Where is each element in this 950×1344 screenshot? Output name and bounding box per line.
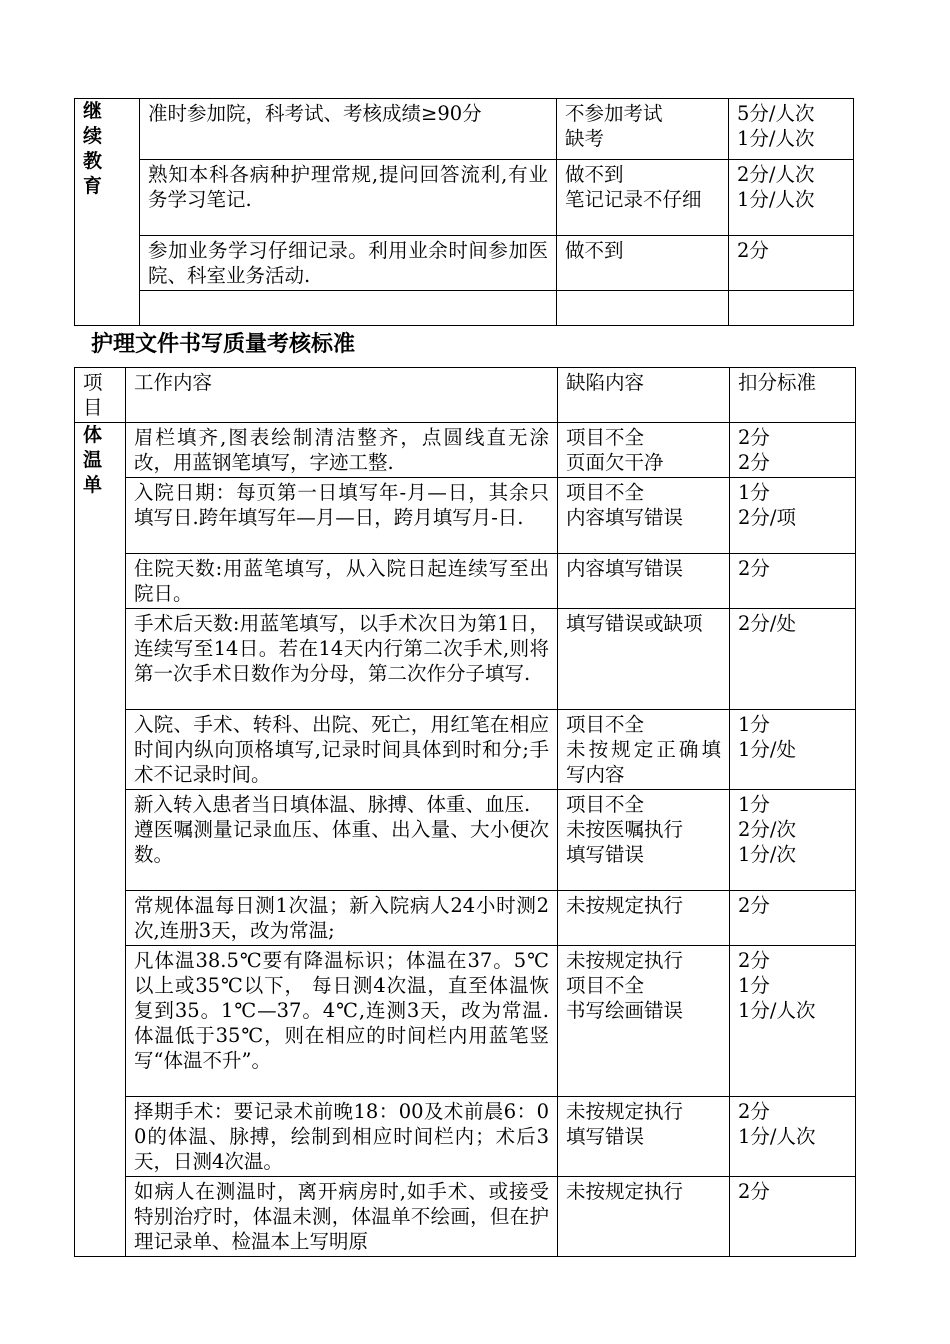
defect-cell: 项目不全 未按医嘱执行 填写错误 (558, 790, 730, 891)
deduction-cell: 5分/人次 1分/人次 (729, 99, 854, 160)
content-cell: 如病人在测温时，离开病房时,如手术、或接受特别治疗时，体温未测，体温单不绘画，但在护理记录单、检温本上写明原 (126, 1177, 558, 1257)
content-cell: 眉栏填齐,图表绘制清洁整齐，点圆线直无涂改，用蓝钢笔填写，字迹工整. (126, 423, 558, 478)
defect-cell: 项目不全 页面欠干净 (558, 423, 730, 478)
content-cell: 参加业务学习仔细记录。利用业余时间参加医院、科室业务活动. (140, 236, 557, 291)
table-row (75, 891, 856, 946)
table-row (75, 790, 856, 891)
continuing-education-table (74, 98, 854, 326)
defect-cell: 做不到 (557, 236, 729, 291)
table-row (75, 99, 854, 160)
defect-cell: 内容填写错误 (558, 554, 730, 609)
content-cell: 熟知本科各病种护理常规,提问回答流利,有业务学习笔记. (140, 160, 557, 236)
defect-cell: 项目不全 未按规定正确填写内容 (558, 710, 730, 790)
table-row (75, 478, 856, 554)
table-row (75, 554, 856, 609)
content-cell: 入院日期：每页第一日填写年-月—日，其余只填写日.跨年填写年—月—日，跨月填写月-日. (126, 478, 558, 554)
section-title: 护理文件书写质量考核标准 (91, 332, 356, 357)
table-row (75, 1177, 856, 1257)
defect-cell: 不参加考试 缺考 (557, 99, 729, 160)
temperature-chart-standards-table (74, 367, 856, 1257)
header-item: 项 目 (75, 368, 126, 423)
table-row (75, 609, 856, 710)
defect-cell: 填写错误或缺项 (558, 609, 730, 710)
content-cell: 入院、手术、转科、出院、死亡，用红笔在相应时间内纵向顶格填写,记录时间具体到时和分;手术不记录时间。 (126, 710, 558, 790)
defect-cell: 未按规定执行 项目不全 书写绘画错误 (558, 946, 730, 1097)
deduction-cell: 2分 (730, 1177, 856, 1257)
table-row (75, 423, 856, 478)
deduction-cell: 2分 (729, 236, 854, 291)
table-row (75, 236, 854, 291)
content-cell: 新入转入患者当日填体温、脉搏、体重、血压. 遵医嘱测量记录血压、体重、出入量、大小便次数。 (126, 790, 558, 891)
table-row (75, 946, 856, 1097)
deduction-cell: 2分 (730, 891, 856, 946)
content-cell: 常规体温每日测1次温；新入院病人24小时测2次,连册3天，改为常温; (126, 891, 558, 946)
table-row (75, 710, 856, 790)
defect-cell: 做不到 笔记记录不仔细 (557, 160, 729, 236)
deduction-cell: 2分 1分 1分/人次 (730, 946, 856, 1097)
deduction-cell: 2分 1分/人次 (730, 1097, 856, 1177)
content-cell: 住院天数:用蓝笔填写，从入院日起连续写至出院日。 (126, 554, 558, 609)
deduction-cell: 1分 1分/处 (730, 710, 856, 790)
content-cell: 手术后天数:用蓝笔填写，以手术次日为第1日，连续写至14日。若在14天内行第二次手术,则将第一次手术日数作为分母，第二次作分子填写. (126, 609, 558, 710)
defect-cell: 项目不全 内容填写错误 (558, 478, 730, 554)
defect-cell: 未按规定执行 (558, 1177, 730, 1257)
deduction-cell: 1分 2分/次 1分/次 (730, 790, 856, 891)
header-defect: 缺陷内容 (558, 368, 730, 423)
category-cell: 继 续 教 育 (75, 99, 140, 326)
deduction-cell: 2分 (730, 554, 856, 609)
table-row (75, 160, 854, 236)
defect-cell: 未按规定执行 (558, 891, 730, 946)
deduction-cell: 1分 2分/项 (730, 478, 856, 554)
header-content: 工作内容 (126, 368, 558, 423)
deduction-cell: 2分/处 (730, 609, 856, 710)
deduction-cell: 2分/人次 1分/人次 (729, 160, 854, 236)
deduction-cell: 2分 2分 (730, 423, 856, 478)
content-cell (140, 291, 557, 326)
table-row (75, 1097, 856, 1177)
content-cell: 凡体温38.5℃要有降温标识；体温在37。5℃以上或35℃以下， 每日测4次温，直至体温恢复到35。1℃—37。4℃,连测3天，改为常温.体温低于35℃，则在相应的时间栏内用蓝笔竖写“体温不升”。 (126, 946, 558, 1097)
header-deduction: 扣分标准 (730, 368, 856, 423)
table-row (75, 291, 854, 326)
deduction-cell (729, 291, 854, 326)
content-cell: 择期手术：要记录术前晚18：00及术前晨6：00的体温、脉搏，绘制到相应时间栏内；术后3天，日测4次温。 (126, 1097, 558, 1177)
defect-cell (557, 291, 729, 326)
category-cell: 体 温 单 (75, 423, 126, 1257)
header-row (75, 368, 856, 423)
content-cell: 准时参加院，科考试、考核成绩≥90分 (140, 99, 557, 160)
defect-cell: 未按规定执行 填写错误 (558, 1097, 730, 1177)
